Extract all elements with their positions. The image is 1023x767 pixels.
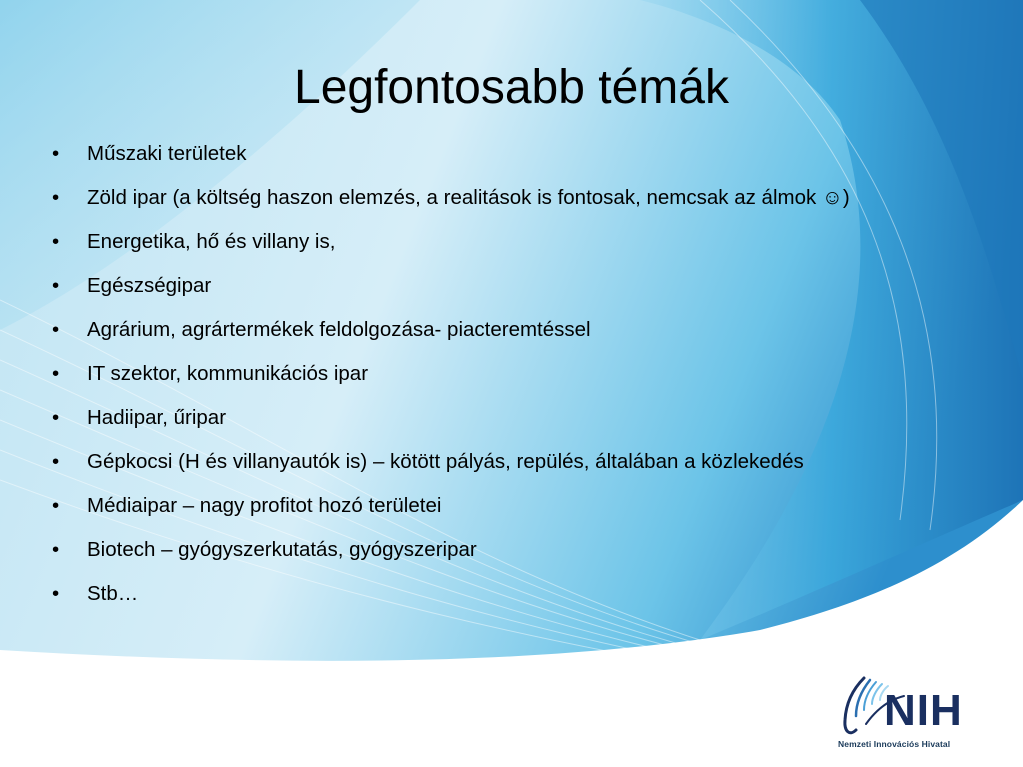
list-item (52, 362, 952, 385)
list-item (52, 186, 952, 209)
bullet-list (52, 142, 952, 626)
list-item-text: Agrárium, agrártermékek feldolgozása- piacteremtéssel (87, 318, 591, 341)
bullet-symbol: • (52, 538, 60, 561)
list-item (52, 142, 952, 165)
logo-acronym: NIH (884, 686, 963, 735)
list-item-text: Médiaipar – nagy profitot hozó területei (87, 494, 442, 517)
bullet-symbol: • (52, 582, 60, 605)
list-item (52, 318, 952, 341)
bullet-symbol: • (52, 450, 60, 473)
bullet-symbol: • (52, 186, 60, 209)
bullet-symbol: • (52, 230, 60, 253)
list-item-text: Hadiipar, űripar (87, 406, 227, 429)
list-item-text: Energetika, hő és villany is, (87, 230, 336, 253)
bullet-symbol: • (52, 142, 60, 165)
list-item-text: Egészségipar (87, 274, 212, 297)
list-item (52, 406, 952, 429)
list-item (52, 538, 952, 561)
logo-caption: Nemzeti Innovációs Hivatal (838, 739, 951, 749)
list-item-text: Gépkocsi (H és villanyautók is) – kötött pályás, repülés, általában a közlekedés (87, 450, 804, 473)
bullet-symbol: • (52, 318, 60, 341)
bullet-symbol: • (52, 406, 60, 429)
list-item (52, 450, 952, 473)
slide-title: Legfontosabb témák (294, 61, 729, 114)
bullet-symbol: • (52, 274, 60, 297)
bullet-symbol: • (52, 362, 60, 385)
list-item-text: Biotech – gyógyszerkutatás, gyógyszeripar (87, 538, 477, 561)
list-item (52, 230, 952, 253)
list-item-text: Stb… (87, 582, 139, 605)
list-item-text: Zöld ipar (a költség haszon elemzés, a realitások is fontosak, nemcsak az álmok ☺) (87, 186, 850, 209)
list-item-text: Műszaki területek (87, 142, 247, 165)
list-item (52, 274, 952, 297)
list-item (52, 494, 952, 517)
list-item (52, 582, 952, 605)
bullet-symbol: • (52, 494, 60, 517)
list-item-text: IT szektor, kommunikációs ipar (87, 362, 369, 385)
